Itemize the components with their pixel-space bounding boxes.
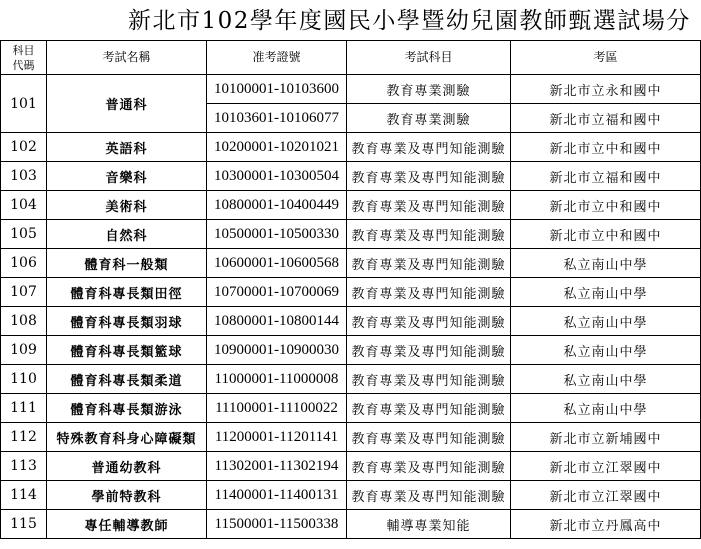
exam-name: 體育科專長類游泳 (47, 394, 207, 423)
subject-code: 101 (1, 75, 47, 133)
ticket-range: 11400001-11400131 (207, 481, 347, 510)
table-header-row (1, 41, 701, 75)
exam-name: 音樂科 (47, 162, 207, 191)
ticket-range: 10100001-10103600 (207, 75, 347, 104)
table-row (1, 162, 701, 191)
exam-subject: 教育專業及專門知能測驗 (347, 365, 511, 394)
table-row (1, 423, 701, 452)
subject-code: 105 (1, 220, 47, 249)
exam-site: 新北市立中和國中 (511, 133, 701, 162)
exam-site: 新北市立江翠國中 (511, 481, 701, 510)
header-exam-name: 考試名稱 (47, 41, 207, 75)
exam-name: 英語科 (47, 133, 207, 162)
table-row (1, 75, 701, 104)
ticket-range: 10900001-10900030 (207, 336, 347, 365)
exam-site: 私立南山中學 (511, 278, 701, 307)
exam-subject: 教育專業及專門知能測驗 (347, 133, 511, 162)
subject-code: 113 (1, 452, 47, 481)
exam-subject: 教育專業及專門知能測驗 (347, 336, 511, 365)
ticket-range: 10800001-10800144 (207, 307, 347, 336)
subject-code: 109 (1, 336, 47, 365)
exam-subject: 教育專業測驗 (347, 104, 511, 133)
table-row (1, 336, 701, 365)
subject-code: 111 (1, 394, 47, 423)
exam-name: 體育科專長類柔道 (47, 365, 207, 394)
exam-name: 美術科 (47, 191, 207, 220)
ticket-range: 10300001-10300504 (207, 162, 347, 191)
header-subject-code (1, 41, 47, 75)
header-exam-subject: 考試科目 (347, 41, 511, 75)
exam-site: 新北市立新埔國中 (511, 423, 701, 452)
table-row (1, 191, 701, 220)
subject-code: 106 (1, 249, 47, 278)
exam-name: 體育科專長類籃球 (47, 336, 207, 365)
exam-name: 普通幼教科 (47, 452, 207, 481)
table-row (1, 220, 701, 249)
exam-name: 特殊教育科身心障礙類 (47, 423, 207, 452)
exam-site: 私立南山中學 (511, 249, 701, 278)
table-row (1, 133, 701, 162)
table-row (1, 510, 701, 539)
table-row (1, 365, 701, 394)
ticket-range: 10700001-10700069 (207, 278, 347, 307)
exam-site: 新北市立福和國中 (511, 104, 701, 133)
exam-subject: 教育專業及專門知能測驗 (347, 307, 511, 336)
ticket-range: 10200001-10201021 (207, 133, 347, 162)
exam-site: 新北市立丹鳳高中 (511, 510, 701, 539)
subject-code: 114 (1, 481, 47, 510)
exam-subject: 教育專業及專門知能測驗 (347, 481, 511, 510)
exam-name: 體育科專長類羽球 (47, 307, 207, 336)
subject-code: 108 (1, 307, 47, 336)
table-row (1, 394, 701, 423)
subject-code: 107 (1, 278, 47, 307)
exam-site: 私立南山中學 (511, 307, 701, 336)
header-ticket-number: 准考證號 (207, 41, 347, 75)
exam-subject: 教育專業及專門知能測驗 (347, 278, 511, 307)
exam-subject: 教育專業及專門知能測驗 (347, 394, 511, 423)
exam-site: 私立南山中學 (511, 365, 701, 394)
exam-name: 普通科 (47, 75, 207, 133)
subject-code: 112 (1, 423, 47, 452)
exam-subject: 教育專業測驗 (347, 75, 511, 104)
exam-name: 體育科一般類 (47, 249, 207, 278)
exam-subject: 教育專業及專門知能測驗 (347, 220, 511, 249)
table-row (1, 481, 701, 510)
ticket-range: 11302001-11302194 (207, 452, 347, 481)
header-subject-code-label: 科目代碼 (12, 43, 35, 72)
exam-site: 新北市立中和國中 (511, 191, 701, 220)
ticket-range: 11200001-11201141 (207, 423, 347, 452)
subject-code: 102 (1, 133, 47, 162)
exam-site: 新北市立永和國中 (511, 75, 701, 104)
table-row (1, 278, 701, 307)
table-row (1, 307, 701, 336)
exam-name: 專任輔導教師 (47, 510, 207, 539)
ticket-range: 11100001-11100022 (207, 394, 347, 423)
header-exam-site: 考區 (511, 41, 701, 75)
subject-code: 104 (1, 191, 47, 220)
ticket-range: 11500001-11500338 (207, 510, 347, 539)
subject-code: 115 (1, 510, 47, 539)
exam-site: 新北市立福和國中 (511, 162, 701, 191)
ticket-range: 10600001-10600568 (207, 249, 347, 278)
exam-site: 私立南山中學 (511, 394, 701, 423)
exam-name: 體育科專長類田徑 (47, 278, 207, 307)
exam-name: 自然科 (47, 220, 207, 249)
ticket-range: 10103601-10106077 (207, 104, 347, 133)
exam-name: 學前特教科 (47, 481, 207, 510)
ticket-range: 10500001-10500330 (207, 220, 347, 249)
table-row (1, 249, 701, 278)
exam-site: 新北市立中和國中 (511, 220, 701, 249)
ticket-range: 10800001-10400449 (207, 191, 347, 220)
exam-subject: 教育專業及專門知能測驗 (347, 162, 511, 191)
subject-code: 110 (1, 365, 47, 394)
exam-subject: 教育專業及專門知能測驗 (347, 191, 511, 220)
table-row (1, 452, 701, 481)
exam-subject: 教育專業及專門知能測驗 (347, 249, 511, 278)
exam-subject: 教育專業及專門知能測驗 (347, 423, 511, 452)
exam-subject: 教育專業及專門知能測驗 (347, 452, 511, 481)
subject-code: 103 (1, 162, 47, 191)
exam-site: 私立南山中學 (511, 336, 701, 365)
exam-subject: 輔導專業知能 (347, 510, 511, 539)
ticket-range: 11000001-11000008 (207, 365, 347, 394)
exam-site: 新北市立江翠國中 (511, 452, 701, 481)
exam-venue-table (0, 40, 701, 539)
page-title: 新北市102學年度國民小學暨幼兒園教師甄選試場分 (128, 8, 691, 34)
